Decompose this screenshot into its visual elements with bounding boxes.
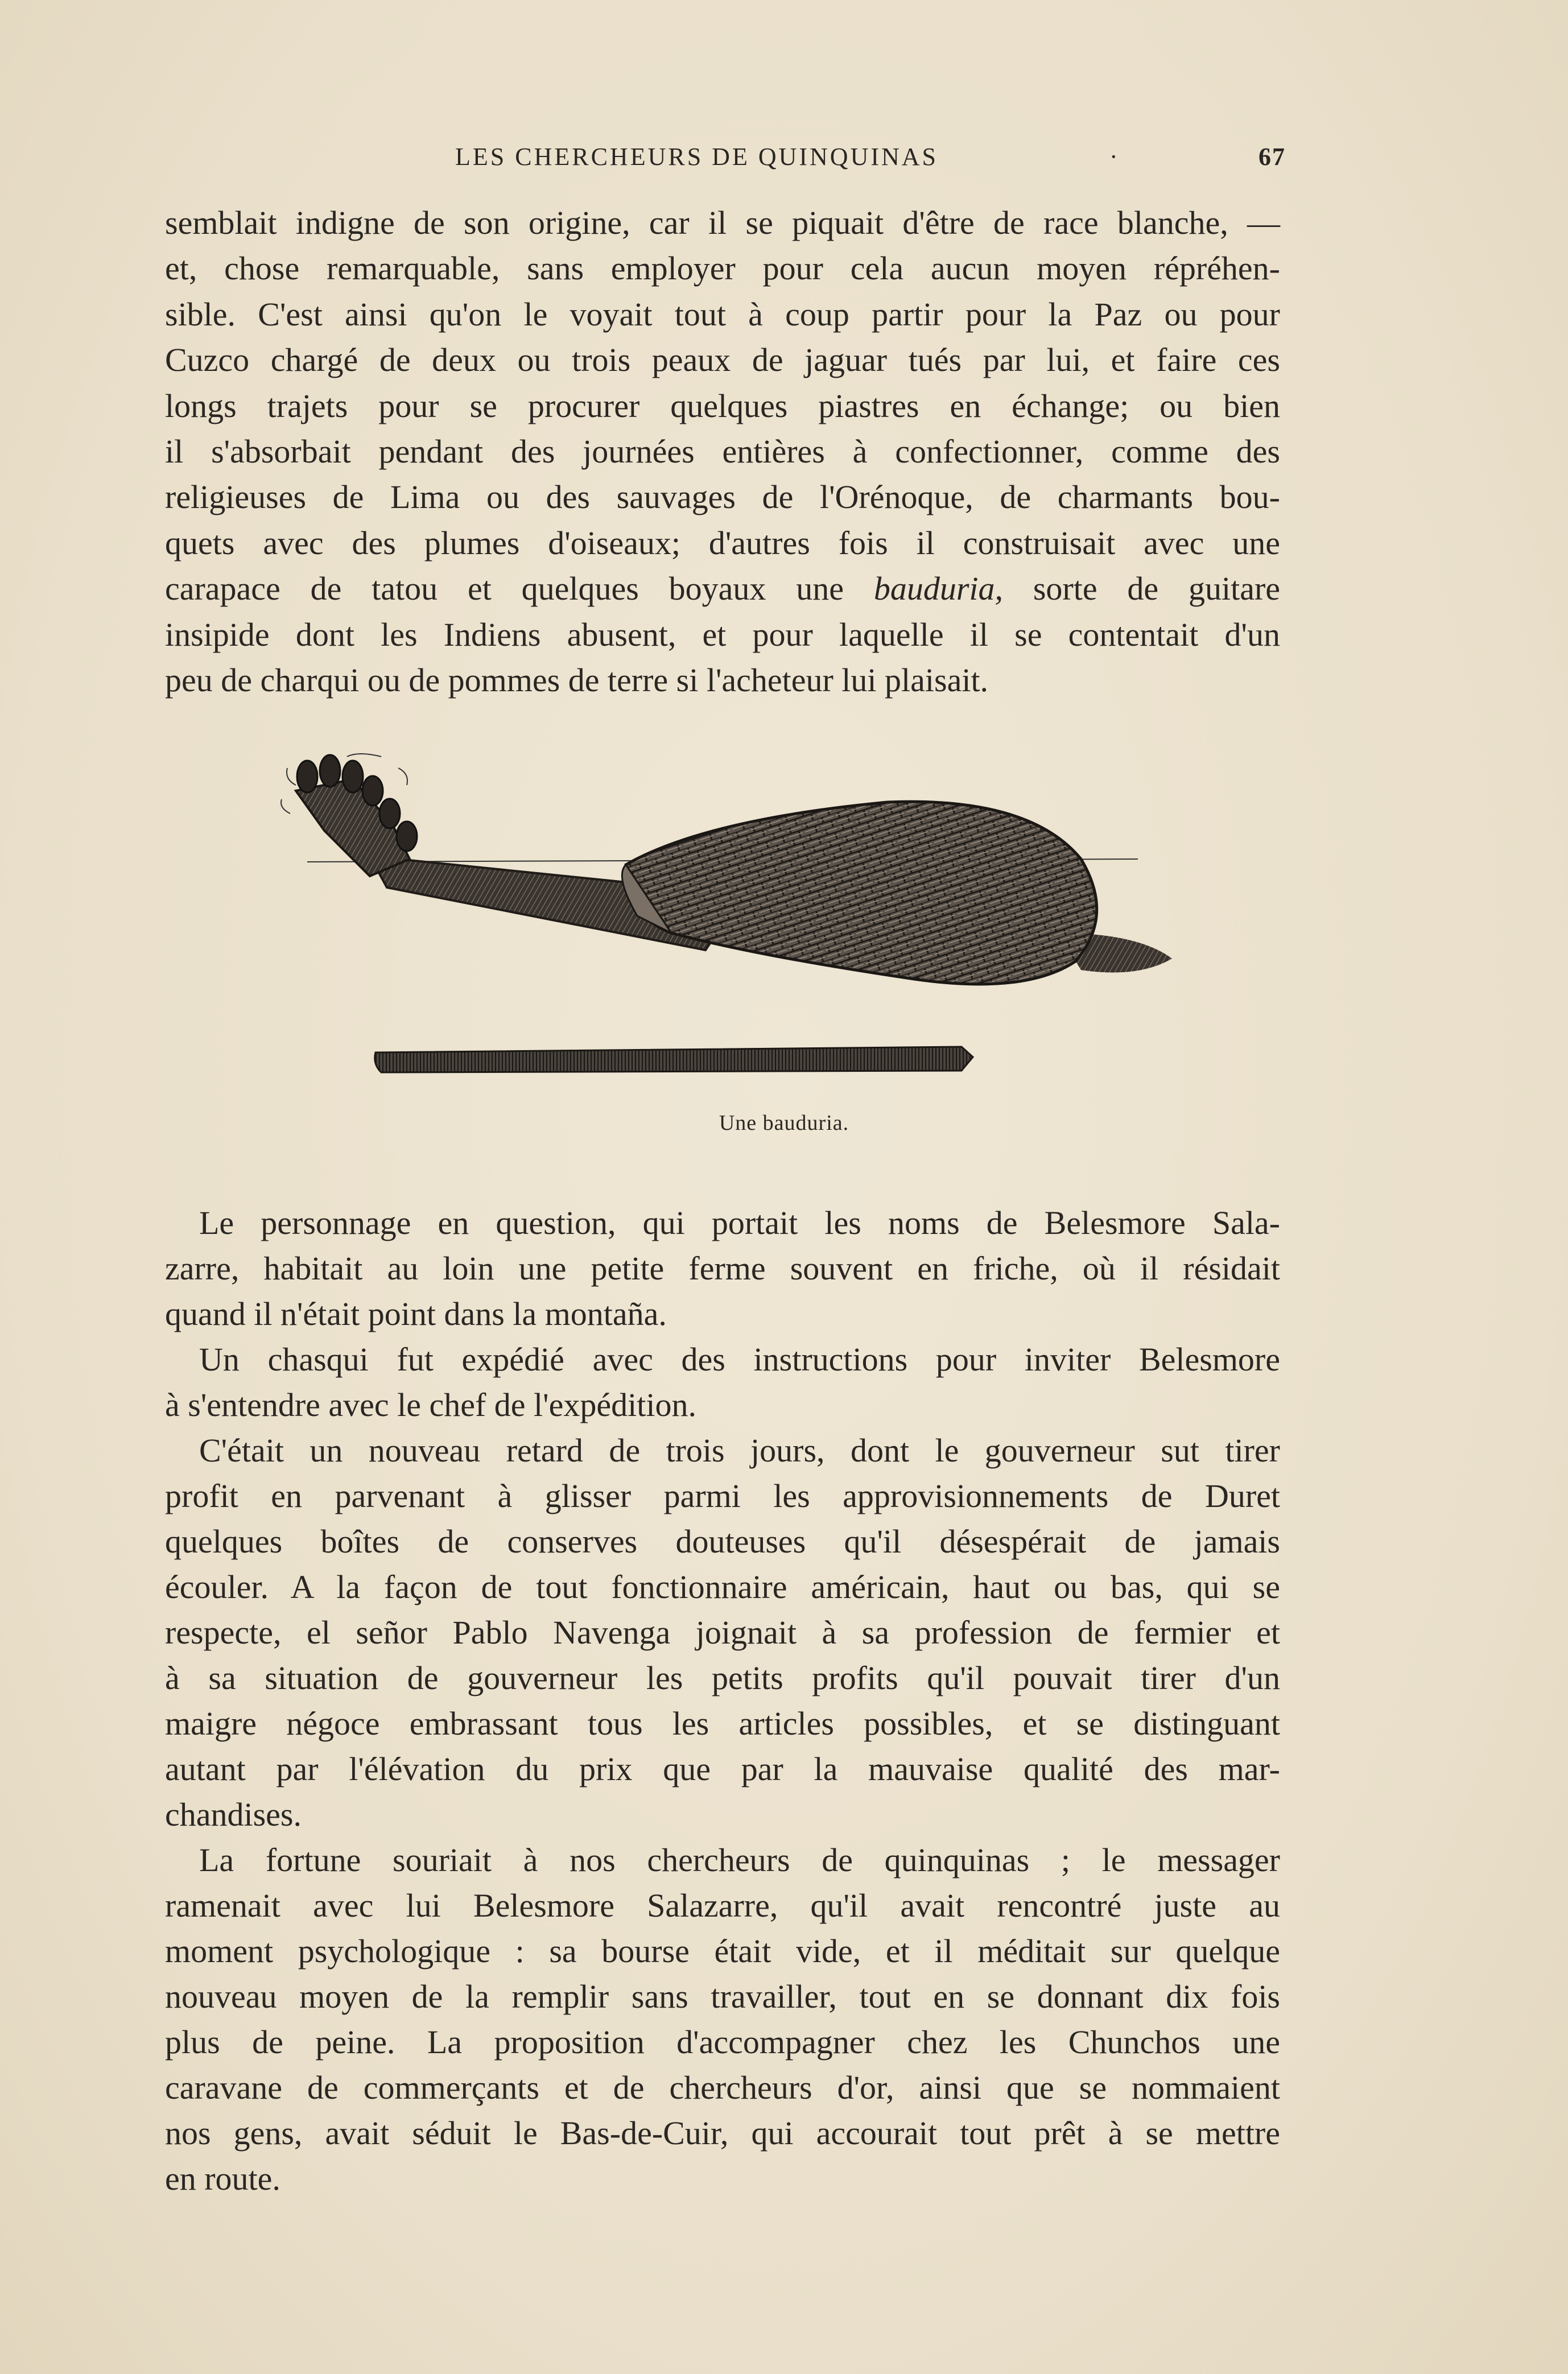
text-line: peu de charqui ou de pommes de terre si l'acheteur lui plaisait. <box>165 662 989 699</box>
text-line: chandises. <box>165 1796 302 1833</box>
text-line: Cuzco chargé de deux ou trois peaux de jaguar tués par lui, et faire ces <box>165 341 1280 379</box>
text-line: quelques boîtes de conserves douteuses qu'il désespérait de jamais <box>165 1523 1280 1560</box>
bauduria-engraving <box>273 745 1195 1104</box>
text-line: ramenait avec lui Belesmore Salazarre, qu'il avait rencontré juste au <box>165 1887 1280 1924</box>
text-line: Le personnage en question, qui portait les noms de Belesmore Sala- <box>199 1204 1280 1241</box>
text-line: profit en parvenant à glisser parmi les approvisionnements de Duret <box>165 1477 1280 1514</box>
text-line: écouler. A la façon de tout fonctionnaire américain, haut ou bas, qui se <box>165 1568 1280 1605</box>
header-separator: · <box>1109 143 1120 171</box>
text-line: autant par l'élévation du prix que par la mauvaise qualité des mar- <box>165 1750 1280 1787</box>
paragraph-1 <box>165 200 1280 703</box>
text-line: maigre négoce embrassant tous les articles possibles, et se distinguant <box>165 1705 1280 1742</box>
text-line: semblait indigne de son origine, car il se piquait d'être de race blanche, — <box>165 204 1280 241</box>
text-line: en route. <box>165 2160 280 2197</box>
text-run: sorte de guitare <box>1003 570 1280 608</box>
figure-caption: Une bauduria. <box>719 1111 849 1135</box>
paragraph-2 <box>165 1200 1280 2202</box>
text-line: quets avec des plumes d'oiseaux; d'autres fois il construisait avec une <box>165 524 1280 561</box>
text-line: respecte, el señor Pablo Navenga joignait à sa profession de fermier et <box>165 1614 1280 1651</box>
text-line: religieuses de Lima ou des sauvages de l'Orénoque, de charmants bou- <box>165 478 1280 516</box>
text-line: Un chasqui fut expédié avec des instructions pour inviter Belesmore <box>199 1341 1280 1378</box>
text-line: zarre, habitait au loin une petite ferme souvent en friche, où il résidait <box>165 1250 1280 1287</box>
page-number: 67 <box>1258 143 1286 171</box>
text-line: il s'absorbait pendant des journées entières à confectionner, comme des <box>165 433 1280 470</box>
armadillo-shell-body <box>626 802 1097 984</box>
text-line: La fortune souriait à nos chercheurs de quinquinas ; le messager <box>199 1842 1280 1878</box>
text-line: sible. C'est ainsi qu'on le voyait tout à coup partir pour la Paz ou pour <box>165 295 1280 333</box>
text-line: plus de peine. La proposition d'accompagner chez les Chunchos une <box>165 2024 1280 2061</box>
text-line: caravane de commerçants et de chercheurs d'or, ainsi que se nommaient <box>165 2069 1280 2106</box>
running-title: LES CHERCHEURS DE QUINQUINAS <box>455 143 939 171</box>
text-line: insipide dont les Indiens abusent, et pour laquelle il se contentait d'un <box>165 616 1280 653</box>
text-line: nos gens, avait séduit le Bas-de-Cuir, qui accourait tout prêt à se mettre <box>165 2115 1280 2152</box>
bar-piece <box>375 1047 973 1072</box>
text-line: nouveau moyen de la remplir sans travailler, tout en se donnant dix fois <box>165 1978 1280 2015</box>
bauduria-illustration <box>273 745 1195 1104</box>
text-line <box>165 566 1280 612</box>
text-line: C'était un nouveau retard de trois jours, dont le gouverneur sut tirer <box>199 1432 1280 1469</box>
text-line: moment psychologique : sa bourse était vide, et il méditait sur quelque <box>165 1933 1280 1970</box>
italic-term: bauduria, <box>873 570 1003 608</box>
text-line: et, chose remarquable, sans employer pour cela aucun moyen répréhen- <box>165 250 1280 287</box>
text-line: quand il n'était point dans la montaña. <box>165 1295 667 1332</box>
running-header <box>171 142 1297 176</box>
text-line: à s'entendre avec le chef de l'expédition. <box>165 1386 696 1423</box>
text-line: longs trajets pour se procurer quelques piastres en échange; ou bien <box>165 387 1280 424</box>
text-run: carapace de tatou et quelques boyaux une <box>165 570 874 608</box>
text-line: à sa situation de gouverneur les petits profits qu'il pouvait tirer d'un <box>165 1659 1280 1696</box>
